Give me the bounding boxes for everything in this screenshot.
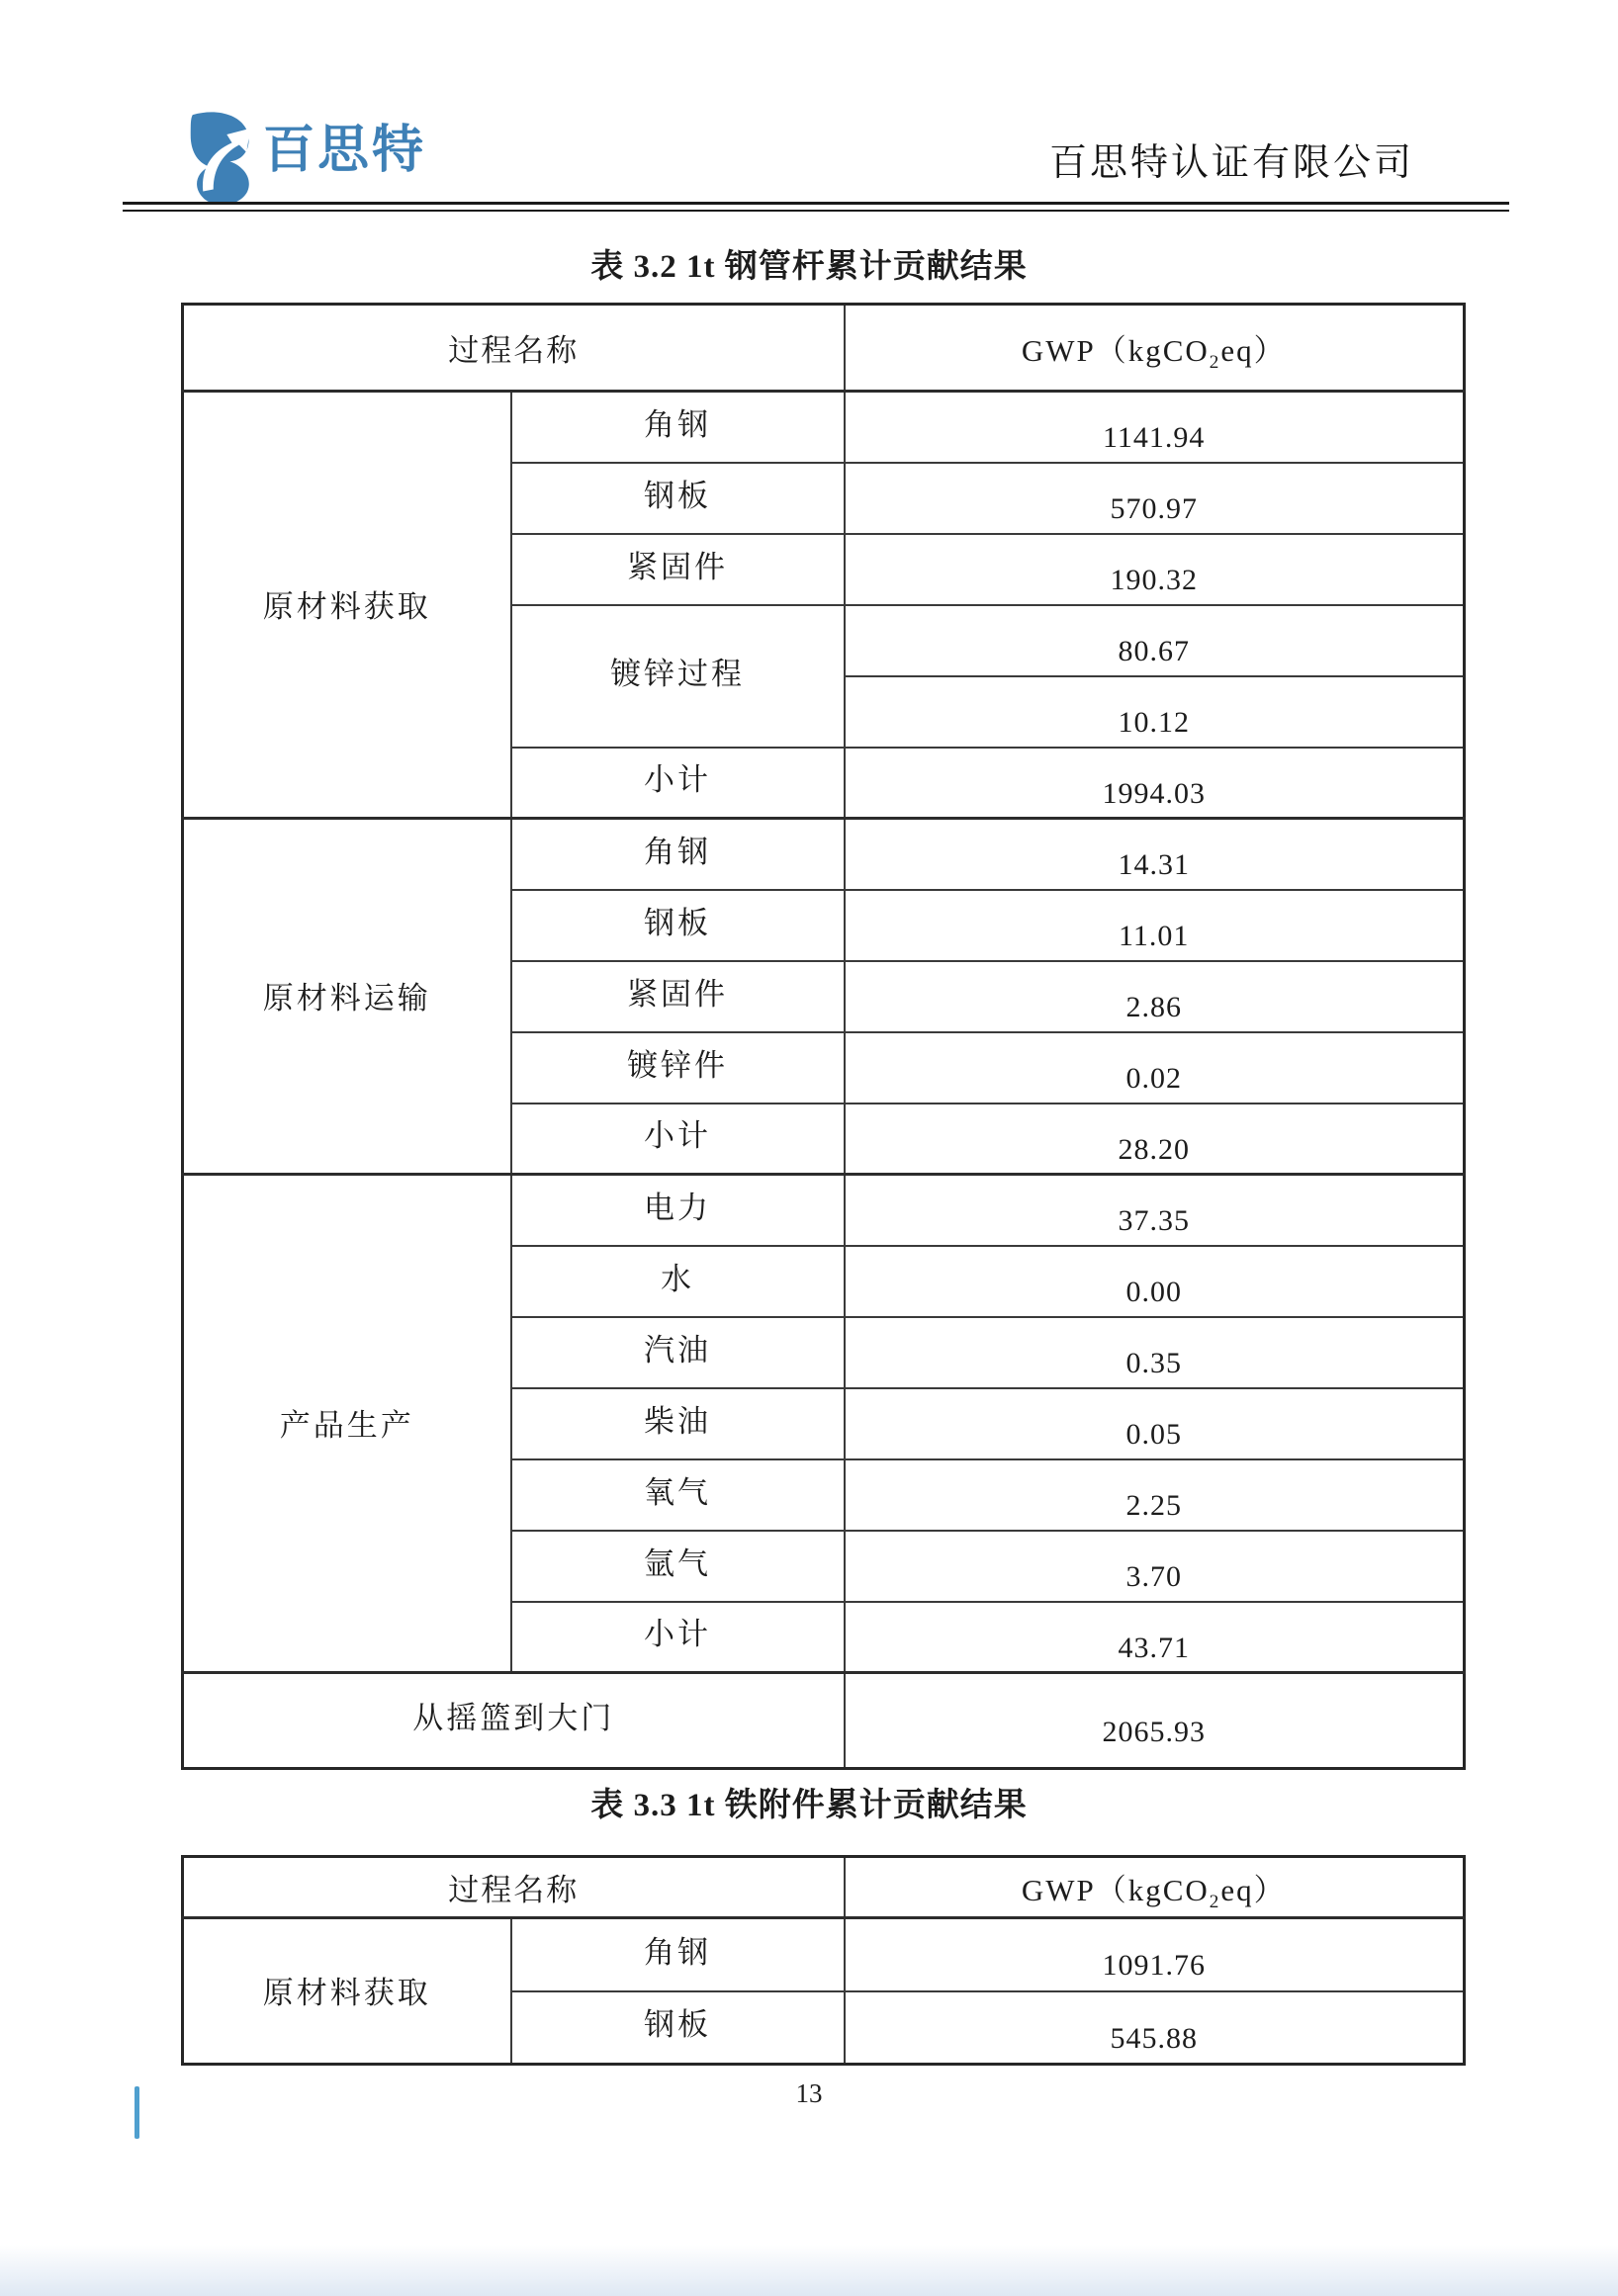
- process-group-cell: 原材料获取: [183, 392, 511, 819]
- gwp-value-cell: 37.35: [845, 1175, 1465, 1246]
- table-header-row: [183, 1857, 1465, 1918]
- process-label-cell: 钢板: [511, 463, 845, 534]
- process-name-header: 过程名称: [183, 1857, 845, 1918]
- gwp-value-cell: 28.20: [845, 1104, 1465, 1175]
- gwp-value-cell: 570.97: [845, 463, 1465, 534]
- process-label-cell: 紧固件: [511, 961, 845, 1032]
- gwp-table-steel-pipe-pole: [181, 303, 1466, 1770]
- process-label-cell: 氧气: [511, 1459, 845, 1531]
- cradle-to-gate-value: 2065.93: [845, 1673, 1465, 1769]
- gwp-value-cell: 0.00: [845, 1246, 1465, 1317]
- process-label-cell: 小计: [511, 1104, 845, 1175]
- process-label-cell: 水: [511, 1246, 845, 1317]
- gwp-value-cell: 2.86: [845, 961, 1465, 1032]
- gwp-value-cell: 14.31: [845, 819, 1465, 890]
- logo-text: 百思特: [263, 121, 427, 180]
- gwp-value-cell: 545.88: [845, 1991, 1465, 2065]
- process-label-cell: 角钢: [511, 1918, 845, 1991]
- table-row: [183, 819, 1465, 890]
- gwp-header-prefix: GWP（kgCO: [1021, 333, 1210, 368]
- process-label-cell: 汽油: [511, 1317, 845, 1388]
- process-label-cell: 小计: [511, 1602, 845, 1673]
- gwp-value-cell: 43.71: [845, 1602, 1465, 1673]
- gwp-value-cell: 3.70: [845, 1531, 1465, 1602]
- gwp-value-cell: 1141.94: [845, 392, 1465, 463]
- gwp-value-cell: 190.32: [845, 534, 1465, 605]
- gwp-value-cell: 2.25: [845, 1459, 1465, 1531]
- table-row: [183, 1918, 1465, 1991]
- gwp-header-suffix: eq）: [1220, 1873, 1287, 1907]
- gwp-value-cell: 0.35: [845, 1317, 1465, 1388]
- process-label-cell: 角钢: [511, 392, 845, 463]
- gwp-value-cell: 80.67: [845, 605, 1465, 676]
- process-label-cell: 镀锌过程: [511, 605, 845, 748]
- process-label-cell: 小计: [511, 748, 845, 819]
- process-label-cell: 柴油: [511, 1388, 845, 1459]
- gwp-table-iron-fittings: [181, 1855, 1466, 2066]
- gwp-value-cell: 1994.03: [845, 748, 1465, 819]
- logo-b-arrow-icon: [182, 111, 257, 202]
- company-logo: [182, 111, 426, 202]
- table2-title: 表 3.3 1t 铁附件累计贡献结果: [590, 1788, 1028, 1823]
- table1-title: 表 3.2 1t 钢管杆累计贡献结果: [590, 249, 1028, 285]
- gwp-value-cell: 11.01: [845, 890, 1465, 961]
- process-label-cell: 镀锌件: [511, 1032, 845, 1104]
- gwp-value-cell: 0.05: [845, 1388, 1465, 1459]
- cradle-to-gate-label: 从摇篮到大门: [183, 1673, 845, 1769]
- process-group-cell: 原材料运输: [183, 819, 511, 1175]
- gwp-header: [845, 1857, 1465, 1918]
- table-row: [183, 392, 1465, 463]
- gwp-value-cell: 10.12: [845, 676, 1465, 748]
- process-label-cell: 电力: [511, 1175, 845, 1246]
- cradle-to-gate-row: [183, 1673, 1465, 1769]
- process-group-cell: 产品生产: [183, 1175, 511, 1673]
- table-row: [183, 1175, 1465, 1246]
- table-header-row: [183, 305, 1465, 392]
- process-label-cell: 钢板: [511, 1991, 845, 2065]
- header-double-rule: [123, 202, 1509, 212]
- process-label-cell: 角钢: [511, 819, 845, 890]
- gwp-header-subscript: 2: [1209, 1892, 1221, 1913]
- process-label-cell: 氩气: [511, 1531, 845, 1602]
- gwp-header-prefix: GWP（kgCO: [1021, 1873, 1210, 1907]
- gwp-header: [845, 305, 1465, 392]
- scan-bottom-shading: [0, 2245, 1618, 2296]
- process-group-cell: 原材料获取: [183, 1918, 511, 2065]
- gwp-value-cell: 1091.76: [845, 1918, 1465, 1991]
- gwp-header-subscript: 2: [1209, 352, 1221, 374]
- page-number: 13: [795, 2078, 823, 2108]
- gwp-header-suffix: eq）: [1220, 333, 1287, 368]
- process-label-cell: 紧固件: [511, 534, 845, 605]
- process-label-cell: 钢板: [511, 890, 845, 961]
- blue-pen-mark: [135, 2086, 139, 2139]
- company-name: 百思特认证有限公司: [1048, 142, 1414, 184]
- process-name-header: 过程名称: [183, 305, 845, 392]
- gwp-value-cell: 0.02: [845, 1032, 1465, 1104]
